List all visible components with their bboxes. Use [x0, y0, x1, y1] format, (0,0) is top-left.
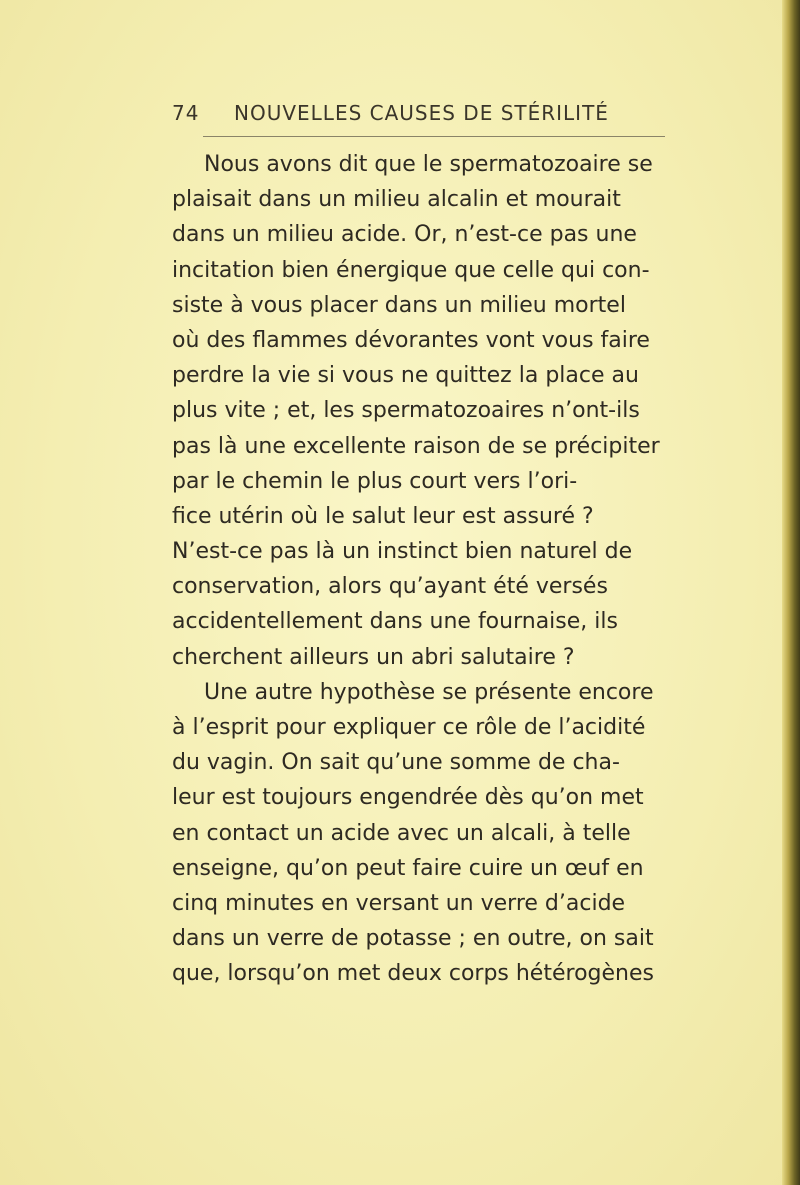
text-line: où des flammes dévorantes vont vous faire	[172, 327, 650, 353]
text-line: dans un verre de potasse ; en outre, on sait	[172, 926, 654, 952]
text-line: fice utérin où le salut leur est assuré ?	[172, 503, 594, 529]
text-line: perdre la vie si vous ne quittez la place au	[172, 363, 639, 389]
text-line: Une autre hypothèse se présente encore	[204, 679, 654, 705]
page-header	[172, 101, 692, 131]
text-line: en contact un acide avec un alcali, à telle	[172, 820, 631, 846]
body-text	[172, 147, 692, 992]
text-line: plus vite ; et, les spermatozoaires n’ont-ils	[172, 398, 640, 424]
header-rule	[203, 136, 665, 137]
text-line: N’est-ce pas là un instinct bien naturel de	[172, 539, 633, 565]
text-line: cinq minutes en versant un verre d’acide	[172, 890, 626, 916]
text-line: cherchent ailleurs un abri salutaire ?	[172, 644, 575, 670]
text-line: accidentellement dans une fournaise, ils	[172, 609, 618, 635]
text-line: par le chemin le plus court vers l’ori-	[172, 468, 578, 494]
text-line: dans un milieu acide. Or, n’est-ce pas une	[172, 222, 637, 248]
page-edge	[782, 0, 800, 1185]
text-line: conservation, alors qu’ayant été versés	[172, 574, 608, 600]
text-line: du vagin. On sait qu’une somme de cha-	[172, 750, 620, 776]
text-line: siste à vous placer dans un milieu mortel	[172, 292, 626, 318]
page-number: 74	[172, 101, 200, 125]
text-line: pas là une excellente raison de se précipiter	[172, 433, 660, 459]
text-line: à l’esprit pour expliquer ce rôle de l’acidité	[172, 715, 646, 740]
running-title: NOUVELLES CAUSES DE STÉRILITÉ	[234, 101, 609, 125]
text-line: Nous avons dit que le spermatozoaire se	[204, 152, 653, 177]
text-line: enseigne, qu’on peut faire cuire un œuf en	[172, 855, 644, 881]
text-line: incitation bien énergique que celle qui con-	[172, 257, 650, 283]
text-line: plaisait dans un milieu alcalin et mourait	[172, 187, 621, 213]
text-line: que, lorsqu’on met deux corps hétérogènes	[172, 961, 654, 987]
text-line: leur est toujours engendrée dès qu’on met	[172, 785, 644, 811]
